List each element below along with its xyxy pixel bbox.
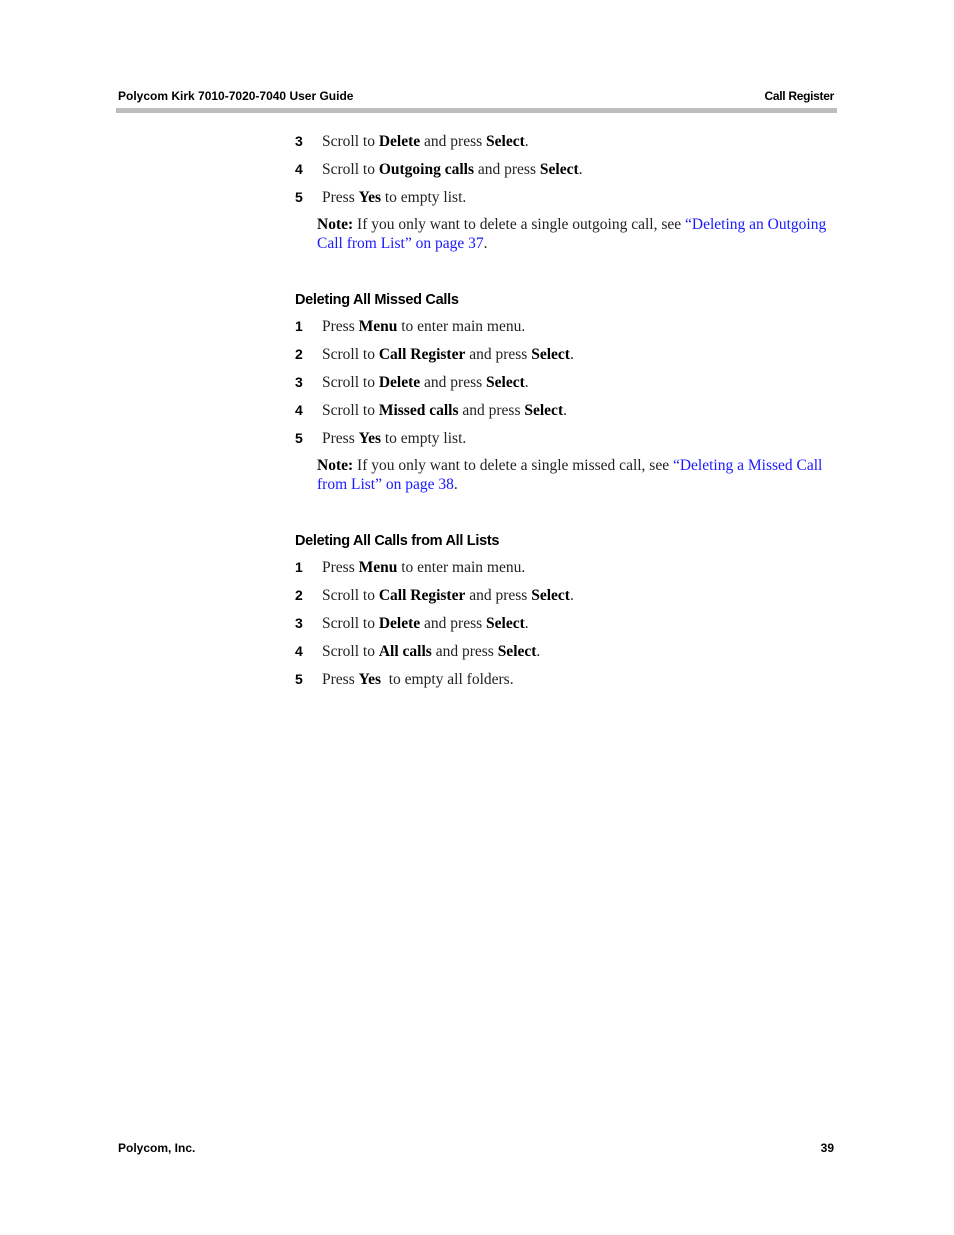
step-text: Press Menu to enter main menu. <box>322 559 526 576</box>
step-number: 3 <box>295 133 303 149</box>
step <box>295 129 840 157</box>
step-text: Scroll to Delete and press Select. <box>322 374 529 391</box>
step <box>295 583 840 611</box>
note: Note: If you only want to delete a single outgoing call, see “Deleting an Outgoing Call from List” on page 37. <box>317 216 827 252</box>
cross-reference-link[interactable]: “Deleting a Missed Call from List” on page 38 <box>317 457 823 493</box>
step-number: 5 <box>295 671 303 687</box>
step-text: Scroll to Call Register and press Select. <box>322 587 574 604</box>
header-section-title: Call Register <box>764 89 834 103</box>
step <box>295 398 840 426</box>
step-number: 1 <box>295 559 303 575</box>
step-text: Scroll to Call Register and press Select. <box>322 346 574 363</box>
step-text: Scroll to Missed calls and press Select. <box>322 402 567 419</box>
step <box>295 555 840 583</box>
footer-page-number: 39 <box>820 1141 834 1155</box>
footer-company: Polycom, Inc. <box>118 1141 196 1155</box>
step-number: 4 <box>295 643 303 659</box>
step-text: Scroll to Delete and press Select. <box>322 133 529 150</box>
step <box>295 639 840 667</box>
step-number: 2 <box>295 346 303 362</box>
step-text: Scroll to Delete and press Select. <box>322 615 529 632</box>
step-text: Press Yes to empty list. <box>322 430 467 447</box>
step <box>295 611 840 639</box>
step-number: 3 <box>295 615 303 631</box>
step-text: Scroll to Outgoing calls and press Select. <box>322 161 583 178</box>
step-text: Press Menu to enter main menu. <box>322 318 526 335</box>
step-text: Press Yes to empty list. <box>322 189 467 206</box>
step-number: 4 <box>295 161 303 177</box>
step <box>295 667 840 695</box>
step-text: Scroll to All calls and press Select. <box>322 643 541 660</box>
header-rule <box>116 108 837 113</box>
cross-reference-link[interactable]: “Deleting an Outgoing Call from List” on page 37 <box>317 216 827 252</box>
step-number: 2 <box>295 587 303 603</box>
step-number: 5 <box>295 189 303 205</box>
section-heading: Deleting All Calls from All Lists <box>295 533 500 549</box>
note: Note: If you only want to delete a single missed call, see “Deleting a Missed Call from List” on page 38. <box>317 457 823 493</box>
step <box>295 426 840 454</box>
step <box>295 157 840 185</box>
step-text: Press Yes to empty all folders. <box>322 671 514 688</box>
step-number: 3 <box>295 374 303 390</box>
step-number: 1 <box>295 318 303 334</box>
step <box>295 342 840 370</box>
page-content <box>295 129 840 695</box>
section-heading: Deleting All Missed Calls <box>295 292 459 308</box>
step-number: 5 <box>295 430 303 446</box>
step <box>295 370 840 398</box>
step <box>295 185 840 213</box>
step-number: 4 <box>295 402 303 418</box>
step <box>295 314 840 342</box>
header-doc-title: Polycom Kirk 7010-7020-7040 User Guide <box>118 89 354 103</box>
